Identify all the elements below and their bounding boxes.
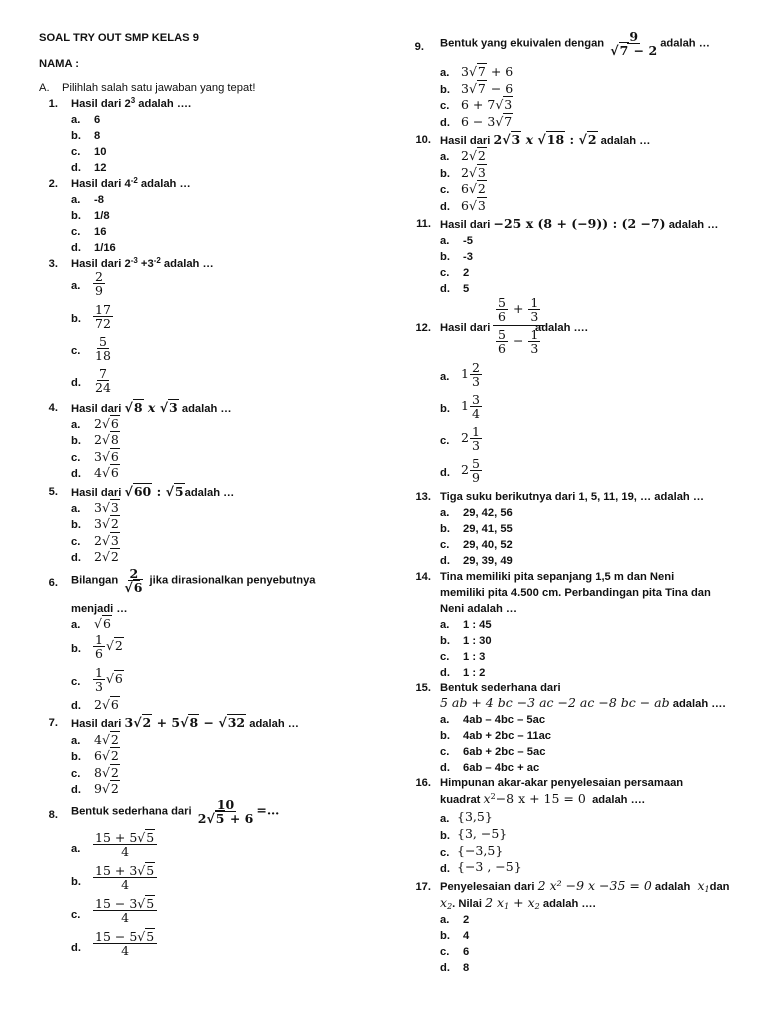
option-letter: c. bbox=[440, 847, 450, 859]
option-letter: b. bbox=[440, 168, 450, 180]
option-text: 16 bbox=[94, 226, 107, 238]
question-text: Bilangan $\frac{2}{√6}$ jika dirasionalkan penyebutnya bbox=[71, 566, 316, 595]
option-text: 1/8 bbox=[94, 210, 110, 222]
option-text: 6 bbox=[463, 946, 470, 958]
question-number: 14. bbox=[415, 571, 431, 583]
question-number: 8. bbox=[48, 809, 58, 821]
question-text-line2: kuadrat $x^2-8$ x + 15 = 0 adalah …. bbox=[440, 791, 645, 806]
option-letter: a. bbox=[71, 280, 81, 292]
question-text-line: memiliki pita 4.500 cm. Perbandingan pita Tina dan bbox=[440, 587, 711, 599]
option-letter: c. bbox=[440, 651, 450, 663]
option-letter: c. bbox=[71, 768, 81, 780]
question-number: 6. bbox=[48, 577, 58, 589]
question-number: 2. bbox=[48, 178, 58, 190]
option-letter: b. bbox=[440, 730, 450, 742]
option-radical: 3√6 bbox=[94, 449, 119, 464]
complex-fraction: $\frac{5}{6}$ + $\frac{1}{3}$ $\frac{5}{6}$ − $\frac{1}{3}$ bbox=[493, 295, 543, 355]
option-letter: b. bbox=[440, 403, 450, 415]
option-letter: b. bbox=[440, 251, 450, 263]
option-letter: d. bbox=[71, 700, 81, 712]
option-radical: 6√2 bbox=[94, 748, 119, 763]
option-fraction: $\frac{5}{18}$ bbox=[95, 334, 111, 363]
option-radical: 3√7 − 6 bbox=[461, 81, 514, 96]
option-text: -8 bbox=[94, 194, 104, 206]
option-letter: a. bbox=[440, 914, 450, 926]
question-number: 4. bbox=[48, 402, 58, 414]
question-number: 9. bbox=[414, 41, 424, 53]
option-fraction: $\frac{1}{3}$ √6 bbox=[95, 665, 123, 694]
option-radical: 3√3 bbox=[94, 500, 119, 515]
question-text: Hasil dari −25 x (8 + (−9)) : (2 −7) adalah … bbox=[440, 216, 719, 231]
instruction: Pilihlah salah satu jawaban yang tepat! bbox=[62, 82, 256, 94]
option-letter: a. bbox=[71, 194, 81, 206]
option-text: 1 : 45 bbox=[463, 619, 492, 631]
option-letter: d. bbox=[440, 467, 450, 479]
option-text: 4 bbox=[463, 930, 470, 942]
option-letter: c. bbox=[71, 536, 81, 548]
option-fraction: $\frac{7}{24}$ bbox=[95, 366, 111, 395]
option-radical: 2√3 bbox=[94, 533, 119, 548]
option-fraction: $\frac{15 - 5√5}{4}$ bbox=[92, 930, 158, 957]
option-letter: b. bbox=[71, 876, 81, 888]
option-radical: 6√3 bbox=[461, 198, 486, 213]
option-letter: d. bbox=[440, 962, 450, 974]
option-fraction: $\frac{1}{6}$ √2 bbox=[95, 632, 123, 661]
question-text: Hasil dari $2^{-3} +3^{-2}$ adalah … bbox=[71, 256, 214, 270]
option-letter: a. bbox=[71, 735, 81, 747]
option-letter: c. bbox=[440, 746, 450, 758]
option-letter: b. bbox=[71, 435, 81, 447]
option-letter: d. bbox=[71, 377, 81, 389]
option-radical: 6 − 3√7 bbox=[461, 114, 513, 129]
option-radical: 2√8 bbox=[94, 432, 119, 447]
question-text: Bentuk sederhana dari bbox=[440, 682, 561, 694]
question-text: Hasil dari $2^3$ adalah …. bbox=[71, 96, 192, 110]
option-letter: a. bbox=[71, 114, 81, 126]
question-text: Hasil dari √8 x √3 adalah … bbox=[71, 400, 232, 415]
option-letter: d. bbox=[71, 242, 81, 254]
option-text: 6ab – 4bc + ac bbox=[463, 762, 540, 774]
option-radical: 2√2 bbox=[461, 148, 486, 163]
option-fraction: $\frac{15 + 3√5}{4}$ bbox=[92, 864, 158, 891]
option-letter: c. bbox=[71, 909, 81, 921]
option-text: 5 bbox=[463, 283, 470, 295]
option-text: 1/16 bbox=[94, 242, 116, 254]
option-letter: c. bbox=[440, 100, 450, 112]
option-letter: a. bbox=[440, 507, 450, 519]
option-radical: 2√3 bbox=[461, 165, 486, 180]
option-text: 6 bbox=[94, 114, 101, 126]
option-letter: c. bbox=[71, 345, 81, 357]
option-letter: b. bbox=[440, 523, 450, 535]
option-letter: b. bbox=[71, 130, 81, 142]
question-text-line: Neni adalah … bbox=[440, 603, 518, 615]
question-text: Hasil dari 2√3 x √18 : √2 adalah … bbox=[440, 132, 651, 147]
option-letter: b. bbox=[71, 313, 81, 325]
option-radical: 3√2 bbox=[94, 516, 119, 531]
option-text: 29, 40, 52 bbox=[463, 539, 513, 551]
option-letter: d. bbox=[440, 667, 450, 679]
option-fraction: $\frac{17}{72}$ bbox=[95, 302, 111, 331]
option-text: 4ab + 2bc – 11ac bbox=[463, 730, 552, 742]
option-radical: 9√2 bbox=[94, 781, 119, 796]
option-letter: b. bbox=[440, 830, 450, 842]
option-set: {3,5} bbox=[457, 809, 493, 824]
option-letter: b. bbox=[71, 519, 81, 531]
option-radical: 2√6 bbox=[94, 416, 119, 431]
question-text-line2: menjadi … bbox=[71, 603, 128, 615]
option-text: 29, 39, 49 bbox=[463, 555, 513, 567]
question-label: Hasil dari bbox=[440, 322, 491, 334]
option-letter: a. bbox=[440, 371, 450, 383]
option-letter: a. bbox=[71, 843, 81, 855]
option-letter: d. bbox=[440, 863, 450, 875]
option-text: 1 : 3 bbox=[463, 651, 486, 663]
option-letter: d. bbox=[71, 162, 81, 174]
question-number: 5. bbox=[48, 486, 58, 498]
option-letter: b. bbox=[440, 930, 450, 942]
option-letter: a. bbox=[440, 235, 450, 247]
option-letter: a. bbox=[440, 714, 450, 726]
option-letter: c. bbox=[440, 435, 450, 447]
option-radical: 6 + 7√3 bbox=[461, 97, 513, 112]
question-number: 15. bbox=[415, 682, 431, 694]
section-label: A. bbox=[39, 82, 50, 94]
option-letter: b. bbox=[71, 751, 81, 763]
question-number: 3. bbox=[48, 258, 58, 270]
question-text-post: adalah …. bbox=[535, 322, 588, 334]
option-letter: a. bbox=[71, 419, 81, 431]
option-letter: b. bbox=[71, 643, 81, 655]
option-radical: 4√2 bbox=[94, 732, 119, 747]
question-text: Tiga suku berikutnya dari 1, 5, 11, 19, … adalah … bbox=[440, 491, 705, 503]
option-letter: b. bbox=[71, 210, 81, 222]
option-letter: a. bbox=[71, 619, 81, 631]
question-text: Hasil dari 3√2 + 5√8 − √32 adalah … bbox=[71, 715, 299, 730]
option-set: {−3 , −5} bbox=[457, 859, 522, 874]
option-letter: b. bbox=[440, 635, 450, 647]
option-text: 29, 41, 55 bbox=[463, 523, 513, 535]
question-text: Bentuk yang ekuivalen dengan $\frac{9}{√7 - 2}$ adalah … bbox=[440, 29, 710, 58]
question-number: 12. bbox=[415, 322, 431, 334]
option-mixed-number: 2 $\frac{5}{9}$ bbox=[461, 456, 480, 485]
option-letter: d. bbox=[71, 468, 81, 480]
question-text-line: Tina memiliki pita sepanjang 1,5 m dan Neni bbox=[440, 571, 675, 583]
option-letter: c. bbox=[71, 452, 81, 464]
question-number: 17. bbox=[415, 881, 431, 893]
option-fraction: $\frac{15 + 5√5}{4}$ bbox=[92, 831, 158, 858]
option-letter: c. bbox=[71, 146, 81, 158]
option-letter: c. bbox=[71, 226, 81, 238]
option-fraction: $\frac{2}{9}$ bbox=[95, 269, 103, 298]
question-text: Himpunan akar-akar penyelesaian persamaan bbox=[440, 777, 684, 789]
option-radical: 2√6 bbox=[94, 697, 119, 712]
option-text: -3 bbox=[463, 251, 473, 263]
name-label: NAMA : bbox=[39, 58, 79, 70]
option-text: 29, 42, 56 bbox=[463, 507, 513, 519]
option-letter: a. bbox=[440, 813, 450, 825]
option-letter: b. bbox=[440, 84, 450, 96]
question-expression-line: 5 ab + 4 bc −3 ac −2 ac −8 bc − ab adalah …. bbox=[440, 695, 726, 710]
option-text: 1 : 30 bbox=[463, 635, 492, 647]
option-letter: a. bbox=[440, 67, 450, 79]
option-text: 6ab + 2bc – 5ac bbox=[463, 746, 546, 758]
option-radical: 6√2 bbox=[461, 181, 486, 196]
option-radical: 4√6 bbox=[94, 465, 119, 480]
option-letter: d. bbox=[440, 117, 450, 129]
option-mixed-number: 1 $\frac{2}{3}$ bbox=[461, 360, 480, 389]
option-letter: a. bbox=[71, 503, 81, 515]
option-letter: a. bbox=[440, 619, 450, 631]
option-letter: d. bbox=[71, 942, 81, 954]
option-text: 2 bbox=[463, 267, 470, 279]
option-radical: 2√2 bbox=[94, 549, 119, 564]
option-radical: √6 bbox=[94, 616, 111, 631]
option-letter: d. bbox=[440, 762, 450, 774]
option-letter: d. bbox=[440, 555, 450, 567]
option-mixed-number: 2 $\frac{1}{3}$ bbox=[461, 424, 480, 453]
option-letter: c. bbox=[440, 946, 450, 958]
option-text: 4ab – 4bc – 5ac bbox=[463, 714, 546, 726]
question-text: Hasil dari $4^{-2}$ adalah … bbox=[71, 176, 191, 190]
question-number: 16. bbox=[415, 777, 431, 789]
option-letter: c. bbox=[71, 676, 81, 688]
option-set: {3, −5} bbox=[457, 826, 508, 841]
question-number: 1. bbox=[48, 98, 58, 110]
page-title: SOAL TRY OUT SMP KELAS 9 bbox=[39, 32, 199, 44]
question-number: 10. bbox=[415, 134, 431, 146]
option-letter: d. bbox=[71, 784, 81, 796]
option-text: -5 bbox=[463, 235, 473, 247]
option-radical: 8√2 bbox=[94, 765, 119, 780]
option-text: 1 : 2 bbox=[463, 667, 486, 679]
question-number: 7. bbox=[48, 717, 58, 729]
option-text: 12 bbox=[94, 162, 107, 174]
option-letter: c. bbox=[440, 267, 450, 279]
question-text: Bentuk sederhana dari $\frac{10}{2√5 + 6}$ =… bbox=[71, 797, 280, 826]
option-letter: d. bbox=[71, 552, 81, 564]
option-letter: c. bbox=[440, 184, 450, 196]
question-number: 13. bbox=[415, 491, 431, 503]
option-set: {−3,5} bbox=[457, 843, 504, 858]
option-letter: a. bbox=[440, 151, 450, 163]
option-letter: c. bbox=[440, 539, 450, 551]
question-number: 11. bbox=[416, 218, 431, 230]
option-letter: d. bbox=[440, 283, 450, 295]
option-text: 10 bbox=[94, 146, 107, 158]
option-text: 8 bbox=[94, 130, 101, 142]
option-letter: d. bbox=[440, 201, 450, 213]
option-radical: 3√7 + 6 bbox=[461, 64, 514, 79]
option-mixed-number: 1 $\frac{3}{4}$ bbox=[461, 392, 480, 421]
question-text: Hasil dari √60 : √5adalah … bbox=[71, 484, 235, 499]
option-fraction: $\frac{15 - 3√5}{4}$ bbox=[92, 897, 158, 924]
option-text: 8 bbox=[463, 962, 470, 974]
question-text: Penyelesaian dari 2 x² −9 x −35 = 0 adalah $x_1dan$ bbox=[440, 878, 730, 894]
option-text: 2 bbox=[463, 914, 470, 926]
question-text-line2: $x_2$. Nilai 2 $x_1 + x_2$ adalah …. bbox=[440, 895, 596, 911]
